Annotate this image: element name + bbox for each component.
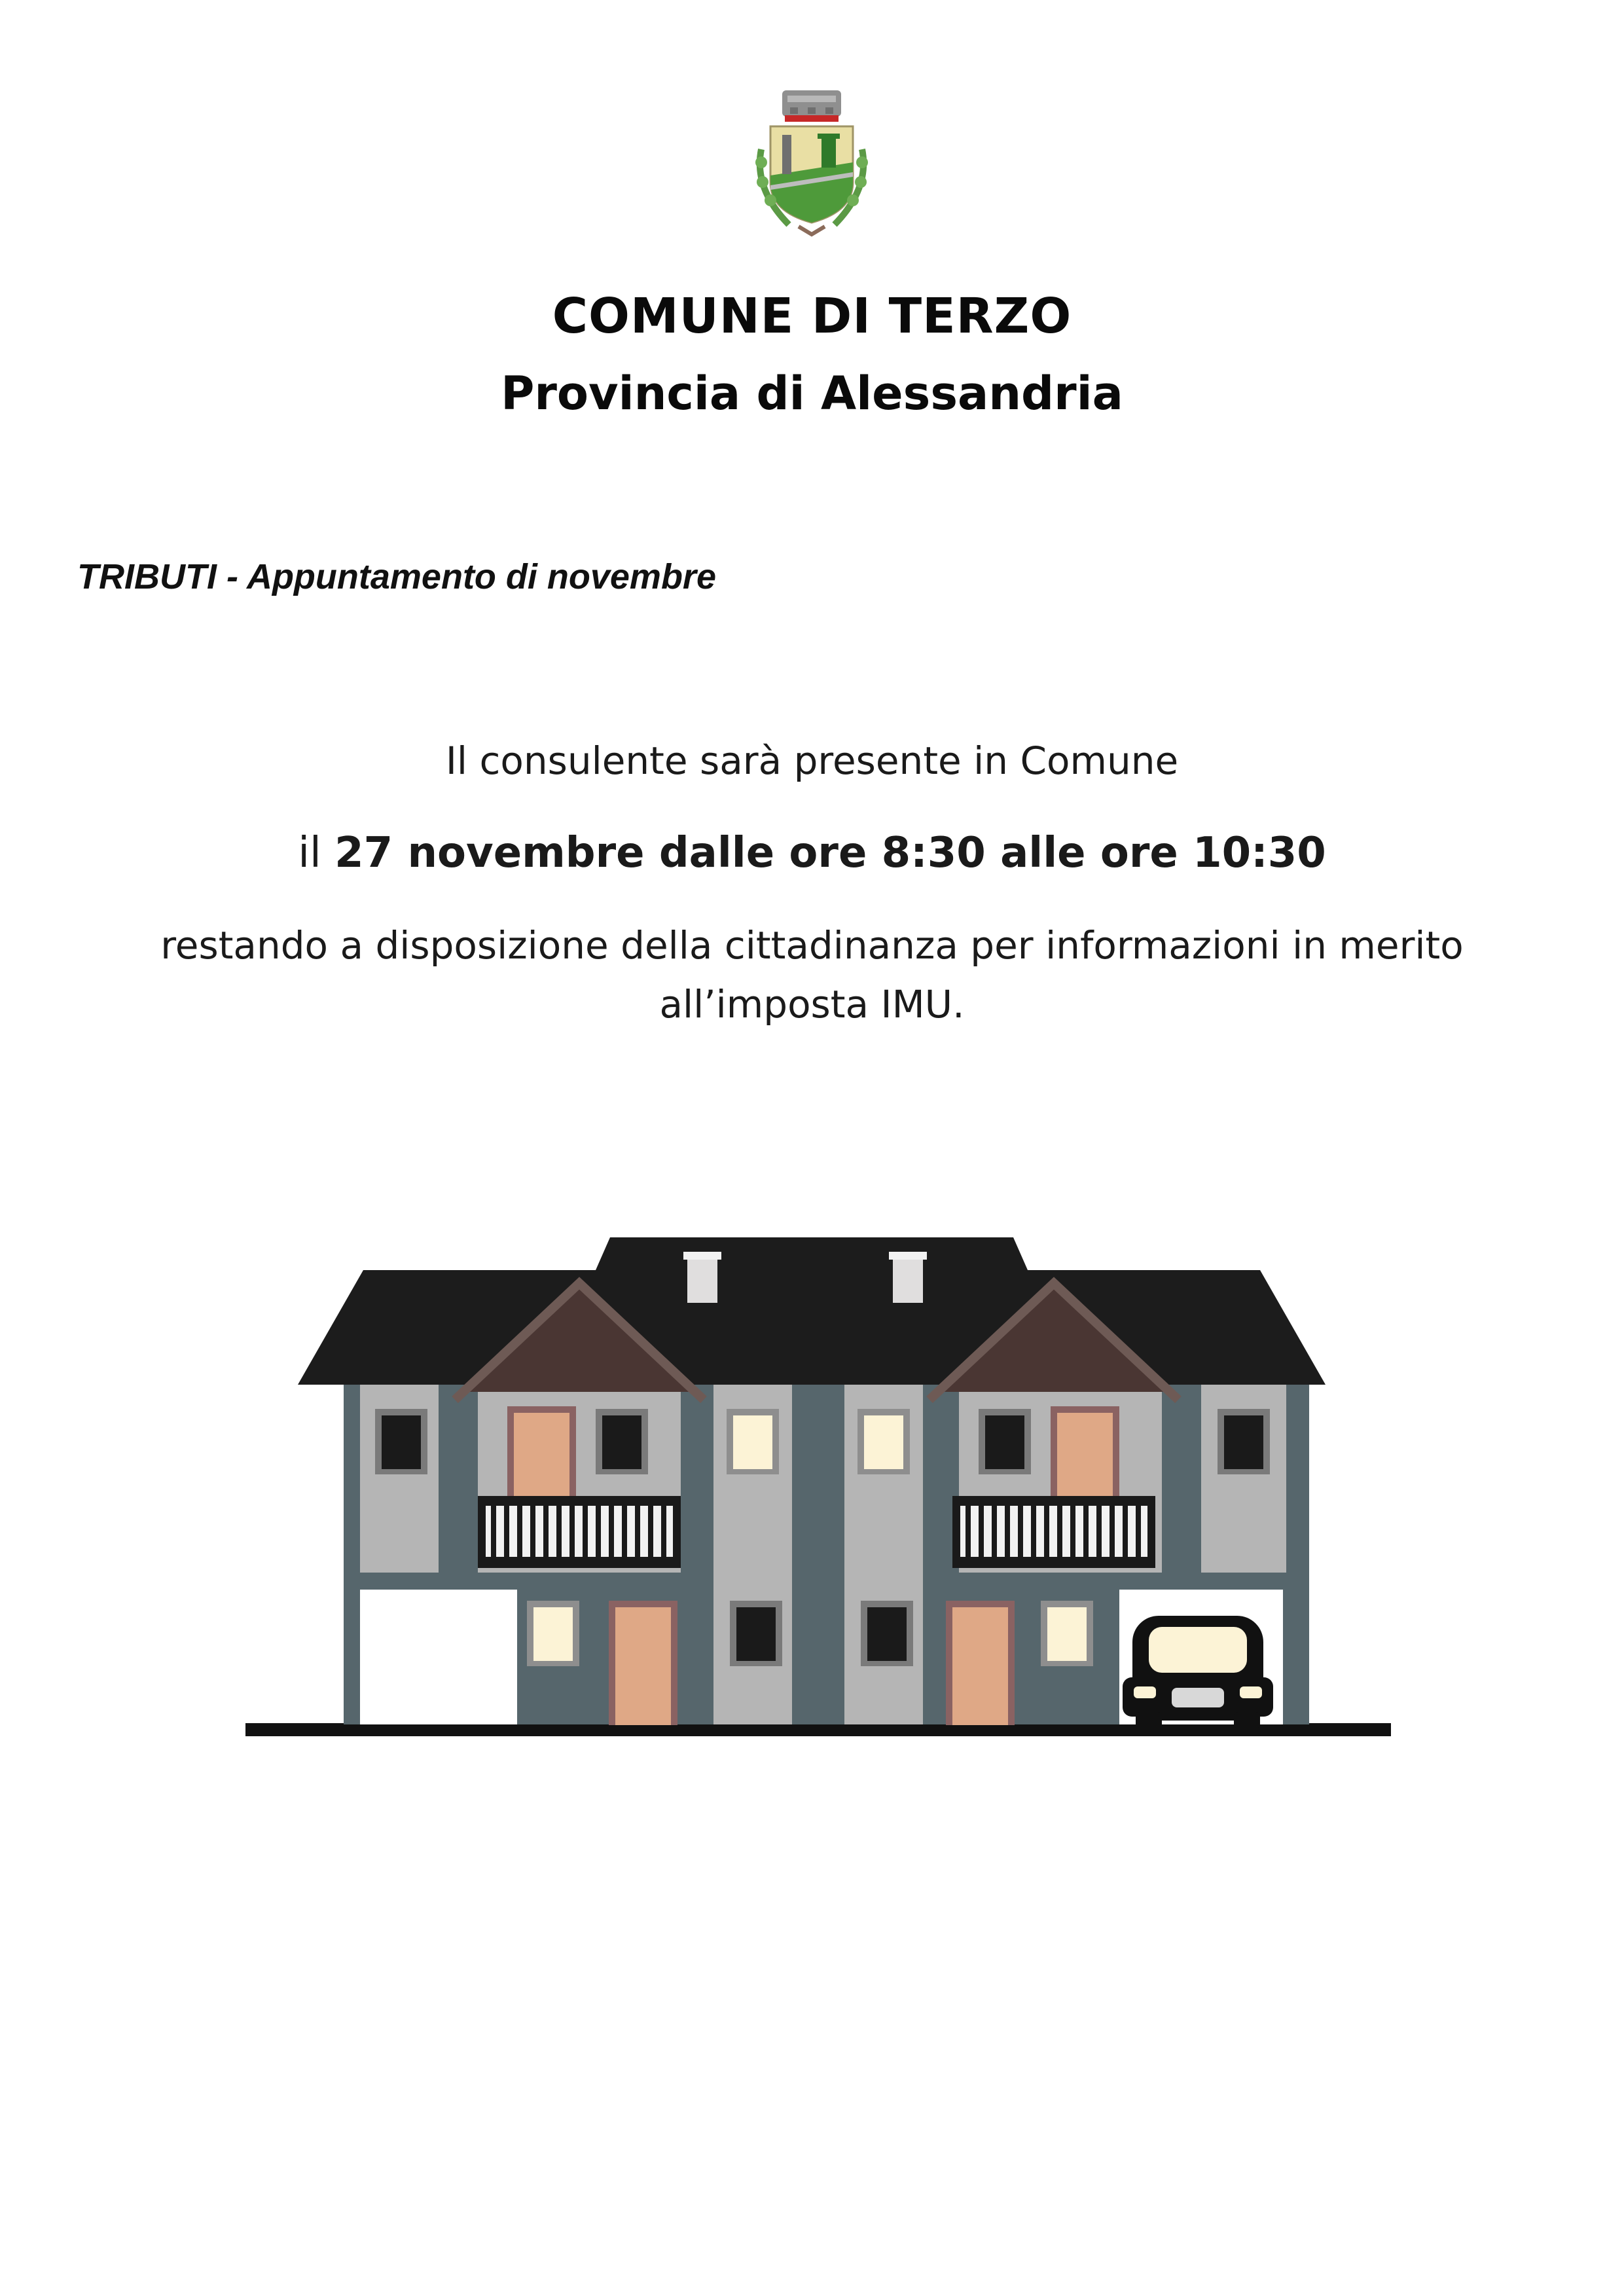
house-illustration — [242, 1231, 1394, 1755]
notice-date-prefix: il — [298, 829, 335, 877]
notice-date-bold: 27 novembre dalle ore 8:30 alle ore 10:30 — [334, 829, 1326, 877]
province-subtitle: Provincia di Alessandria — [501, 367, 1123, 420]
notice-line-1: Il consulente sarà presente in Comune — [445, 738, 1179, 783]
notice-line-4: all’imposta IMU. — [659, 982, 965, 1027]
coat-of-arms-emblem — [730, 77, 893, 247]
municipality-title: COMUNE DI TERZO — [552, 288, 1072, 344]
section-label: TRIBUTI - Appuntamento di novembre — [77, 557, 716, 596]
notice-date-line — [0, 829, 1624, 877]
notice-line-3: restando a disposizione della cittadinanza per informazioni in merito — [160, 923, 1464, 968]
